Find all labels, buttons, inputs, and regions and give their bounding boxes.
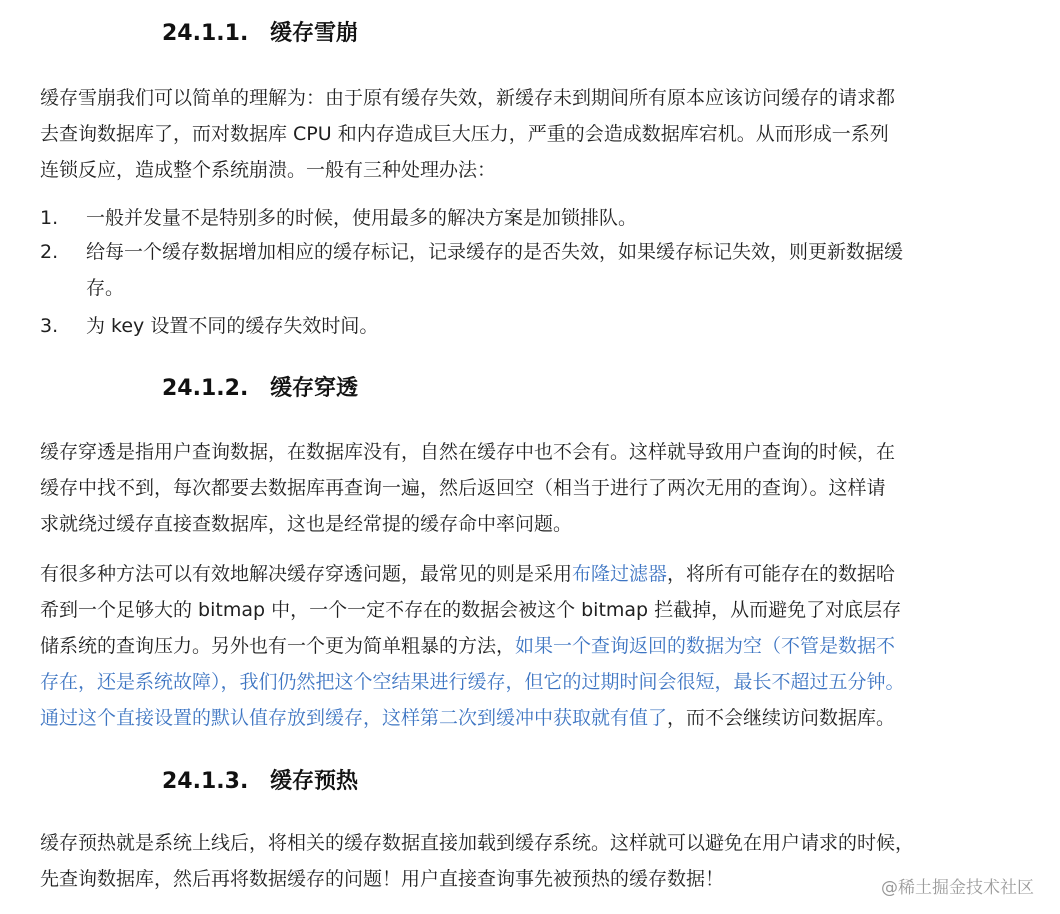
section-heading-3	[162, 764, 358, 795]
list-marker: 3.	[40, 315, 59, 337]
section-number: 24.1.1.	[162, 21, 249, 46]
text-line	[40, 556, 1015, 592]
list-item-text: 一般并发量不是特别多的时候，使用最多的解决方案是加锁排队。	[86, 207, 638, 229]
section-title: 缓存预热	[270, 769, 359, 794]
section-heading-2	[162, 371, 358, 402]
list-item-text: 给每一个缓存数据增加相应的缓存标记，记录缓存的是否失效，如果缓存标记失效，则更新数据缓	[86, 241, 904, 263]
text-line: 求就绕过缓存直接查数据库，这也是经常提的缓存命中率问题。	[40, 513, 573, 535]
bloom-filter-link[interactable]: 布隆过滤器	[572, 563, 668, 585]
paragraph-bloom-filter	[40, 556, 1015, 736]
text-line	[40, 700, 1015, 736]
text-segment: ，将所有可能存在的数据哈	[667, 563, 896, 585]
text-segment: 有很多种方法可以有效地解决缓存穿透问题，最常见的则是采用	[40, 563, 573, 585]
paragraph-cache-penetration	[40, 434, 1015, 542]
list-marker: 1.	[40, 207, 59, 229]
section-number: 24.1.2.	[162, 376, 249, 401]
text-line: 缓存穿透是指用户查询数据，在数据库没有，自然在缓存中也不会有。这样就导致用户查询的时候，在	[40, 441, 896, 463]
watermark-text: @稀土掘金技术社区	[881, 878, 1034, 898]
highlighted-text: 存在，还是系统故障），我们仍然把这个空结果进行缓存，但它的过期时间会很短，最长不超过五分钟。	[40, 671, 905, 693]
list-item	[40, 200, 1015, 236]
paragraph-cache-avalanche	[40, 80, 1015, 188]
list-item-text: 存。	[86, 277, 125, 299]
list-item	[40, 234, 1015, 306]
section-number: 24.1.3.	[162, 769, 249, 794]
section-title: 缓存穿透	[270, 376, 359, 401]
text-segment: ，而不会继续访问数据库。	[667, 707, 896, 729]
section-title: 缓存雪崩	[270, 21, 359, 46]
text-line: 去查询数据库了，而对数据库 CPU 和内存造成巨大压力，严重的会造成数据库宕机。从而形成一系列	[40, 123, 889, 145]
text-line: 先查询数据库，然后再将数据缓存的问题！用户直接查询事先被预热的缓存数据！	[40, 868, 725, 890]
highlighted-text: 如果一个查询返回的数据为空（不管是数据不	[515, 635, 896, 657]
highlighted-text: 通过这个直接设置的默认值存放到缓存，这样第二次到缓冲中获取就有值了	[40, 707, 668, 729]
watermark	[881, 873, 1034, 898]
text-line: 缓存预热就是系统上线后，将相关的缓存数据直接加载到缓存系统。这样就可以避免在用户请求的时候，	[40, 832, 915, 854]
text-line: 希到一个足够大的 bitmap 中，一个一定不存在的数据会被这个 bitmap 拦截掉，从而避免了对底层存	[40, 599, 902, 621]
text-line: 连锁反应，造成整个系统崩溃。一般有三种处理办法：	[40, 159, 497, 181]
paragraph-cache-warmup	[40, 825, 1015, 897]
text-line	[40, 628, 1015, 664]
list-marker: 2.	[40, 241, 59, 263]
section-heading-1	[162, 16, 358, 47]
text-segment: 储系统的查询压力。另外也有一个更为简单粗暴的方法，	[40, 635, 516, 657]
text-line: 缓存雪崩我们可以简单的理解为：由于原有缓存失效，新缓存未到期间所有原本应该访问缓存的请求都	[40, 87, 896, 109]
list-item-text: 为 key 设置不同的缓存失效时间。	[86, 315, 379, 337]
list-item	[40, 308, 1015, 344]
text-line: 缓存中找不到，每次都要去数据库再查询一遍，然后返回空（相当于进行了两次无用的查询）。这样请	[40, 477, 886, 499]
